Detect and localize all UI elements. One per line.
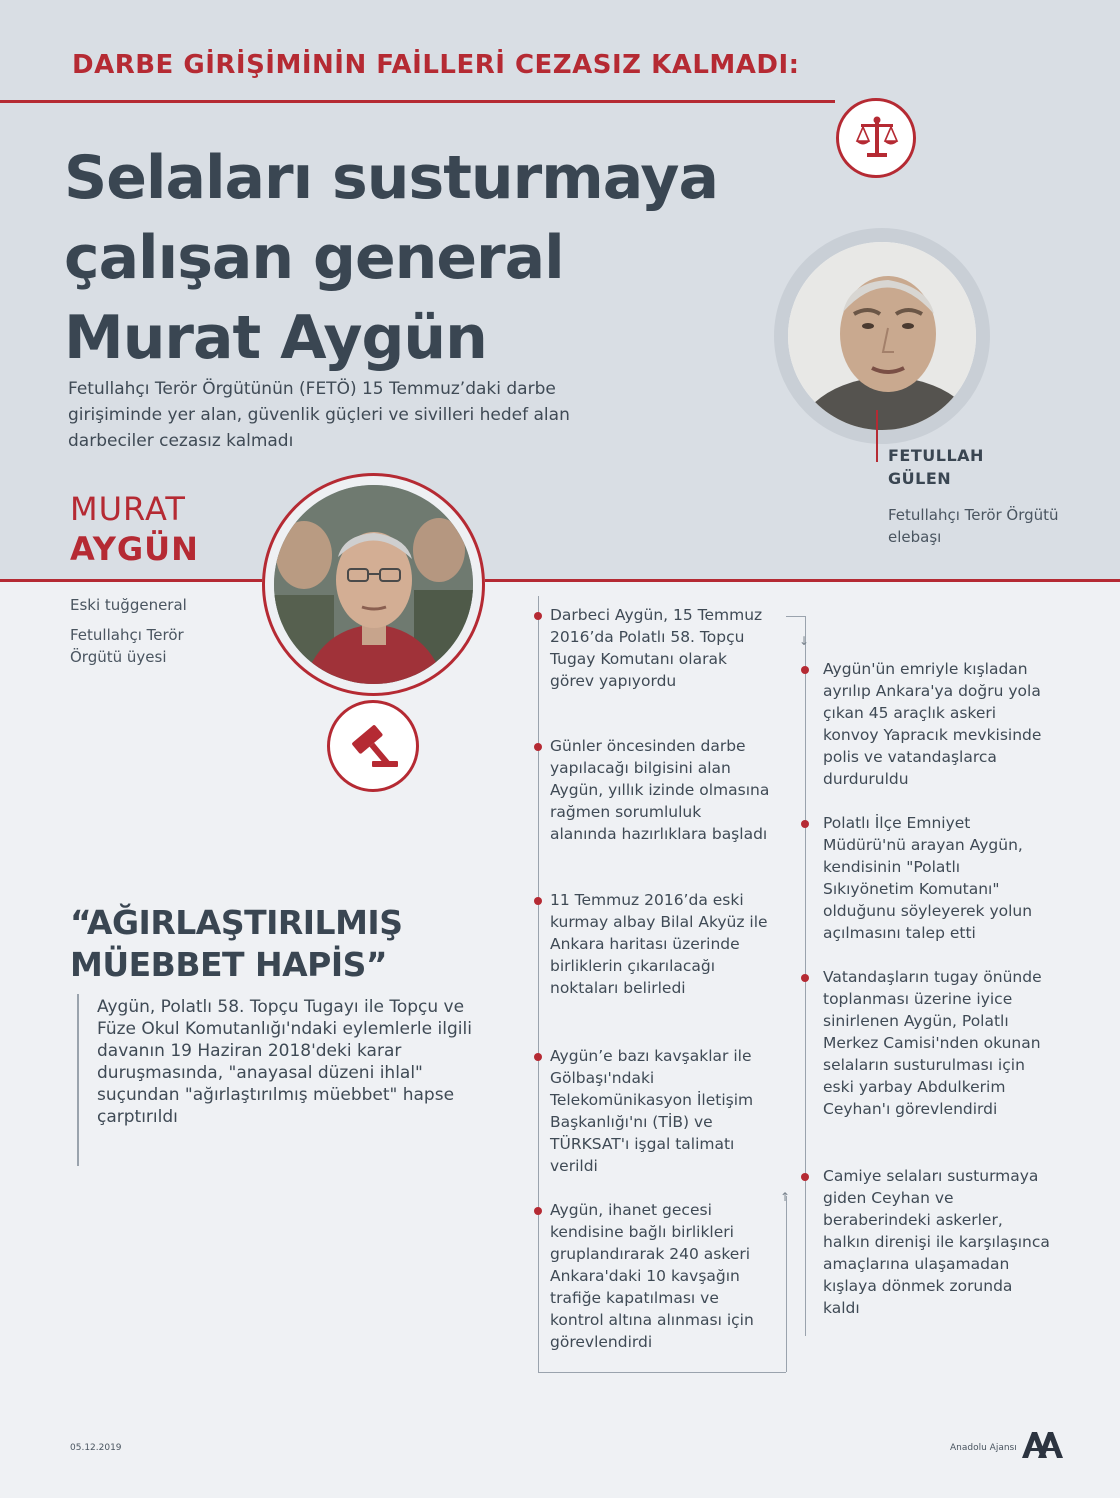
timeline-dot bbox=[534, 1207, 542, 1215]
intro-text: Fetullahçı Terör Örgütünün (FETÖ) 15 Temmuz’daki darbe girişiminde yer alan, güvenlik güçleri ve sivilleri hedef alan darbeciler cezasız kalmadı bbox=[68, 379, 570, 451]
timeline-item: Camiye selaları susturmaya giden Ceyhan ve beraberindeki askerler, halkın direnişi ile karşılaşınca amaçlarına ulaşamadan kışlaya dönmek zorunda kaldı bbox=[823, 1167, 1050, 1317]
verdict-heading-line: “AĞIRLAŞTIRILMIŞ bbox=[70, 903, 403, 942]
timeline-item: 11 Temmuz 2016’da eski kurmay albay Bilal Akyüz ile Ankara haritası üzerinde birliklerin çıkarılacağı noktaları belirledi bbox=[550, 891, 768, 997]
timeline-dot bbox=[801, 666, 809, 674]
arrow-down-icon: ↓ bbox=[799, 634, 810, 648]
aygun-org: Fetullahçı Terör Örgütü üyesi bbox=[70, 626, 184, 666]
gulen-connector bbox=[876, 410, 878, 462]
kicker-divider bbox=[0, 100, 835, 103]
timeline-dot bbox=[801, 974, 809, 982]
aygun-last-name: AYGÜN bbox=[70, 530, 199, 568]
timeline-bracket bbox=[786, 616, 806, 617]
verdict-heading bbox=[70, 902, 402, 986]
divider-line bbox=[0, 579, 262, 582]
timeline-dot bbox=[534, 1053, 542, 1061]
gulen-name-line: FETULLAH bbox=[888, 446, 984, 465]
timeline-dot bbox=[534, 743, 542, 751]
timeline-item: Aygün’e bazı kavşaklar ile Gölbaşı'ndaki Telekomünikasyon İletişim Başkanlığı'nı (TİB) ve TÜRKSAT'ı işgal talimatı verildi bbox=[550, 1047, 754, 1175]
title-line: Murat Aygün bbox=[64, 303, 487, 373]
gulen-name-line: GÜLEN bbox=[888, 469, 952, 488]
gulen-portrait bbox=[774, 228, 990, 444]
timeline-dot bbox=[801, 820, 809, 828]
timeline-dot bbox=[534, 612, 542, 620]
verdict-text: Aygün, Polatlı 58. Topçu Tugayı ile Topçu ve Füze Okul Komutanlığı'ndaki eylemlerle ilgili davanın 19 Haziran 2018'deki karar duruşmasında, "anayasal düzeni ihlal" suçundan "ağırlaştırılmış müebbet" hapse çarptırıldı bbox=[97, 997, 472, 1127]
gavel-icon bbox=[327, 700, 419, 792]
arrow-up-icon: ↑ bbox=[780, 1190, 791, 1204]
page-title bbox=[64, 138, 764, 378]
timeline-dot bbox=[534, 897, 542, 905]
timeline-item: Darbeci Aygün, 15 Temmuz 2016’da Polatlı 58. Topçu Tugay Komutanı olarak görev yapıyordu bbox=[550, 606, 763, 690]
kicker: DARBE GİRİŞİMİNİN FAİLLERİ CEZASIZ KALMADI: bbox=[72, 50, 800, 80]
timeline-dot bbox=[801, 1173, 809, 1181]
timeline-item: Günler öncesinden darbe yapılacağı bilgisini alan Aygün, yıllık izinde olmasına rağmen sorumluluk alanında hazırlıklara başladı bbox=[550, 737, 770, 843]
timeline-item: Aygün, ihanet gecesi kendisine bağlı birlikleri gruplandırarak 240 askeri Ankara'daki 10 kavşağın trafiğe kapatılması ve kontrol altına alınması için görevlendirdi bbox=[550, 1201, 754, 1351]
timeline-item: Polatlı İlçe Emniyet Müdürü'nü arayan Aygün, kendisinin "Polatlı Sıkıyönetim Komutanı" olduğunu söyleyerek yolun açılmasını talep etti bbox=[823, 814, 1033, 942]
timeline-item: Aygün'ün emriyle kışladan ayrılıp Ankara'ya doğru yola çıkan 45 araçlık askeri konvoy Yapracık mevkisinde polis ve vatandaşlarca durduruldu bbox=[823, 660, 1042, 788]
footer-date: 05.12.2019 bbox=[70, 1443, 122, 1453]
verdict-bar bbox=[77, 994, 79, 1166]
footer-agency: Anadolu Ajansı bbox=[950, 1443, 1017, 1453]
timeline-item: Vatandaşların tugay önünde toplanması üzerine iyice sinirlenen Aygün, Polatlı Merkez Camisi'nden okunan selaların susturulması için eski yarbay Abdulkerim Ceyhan'ı görevlendirdi bbox=[823, 968, 1042, 1118]
aygun-portrait bbox=[274, 485, 473, 684]
verdict-heading-line: MÜEBBET HAPİS” bbox=[70, 945, 388, 984]
divider-line bbox=[485, 579, 1120, 582]
title-line: Selaları susturmaya bbox=[64, 143, 718, 213]
gulen-name bbox=[888, 444, 984, 490]
aa-logo bbox=[1020, 1428, 1064, 1460]
gulen-role: Fetullahçı Terör Örgütü elebaşı bbox=[888, 506, 1059, 546]
scale-icon bbox=[836, 98, 916, 178]
timeline-bracket bbox=[538, 1372, 786, 1373]
timeline-line bbox=[538, 596, 539, 1372]
aygun-rank: Eski tuğgeneral bbox=[70, 596, 187, 614]
timeline-bracket bbox=[786, 1196, 787, 1372]
aygun-first-name: MURAT bbox=[70, 490, 186, 528]
title-line: çalışan general bbox=[64, 223, 564, 293]
